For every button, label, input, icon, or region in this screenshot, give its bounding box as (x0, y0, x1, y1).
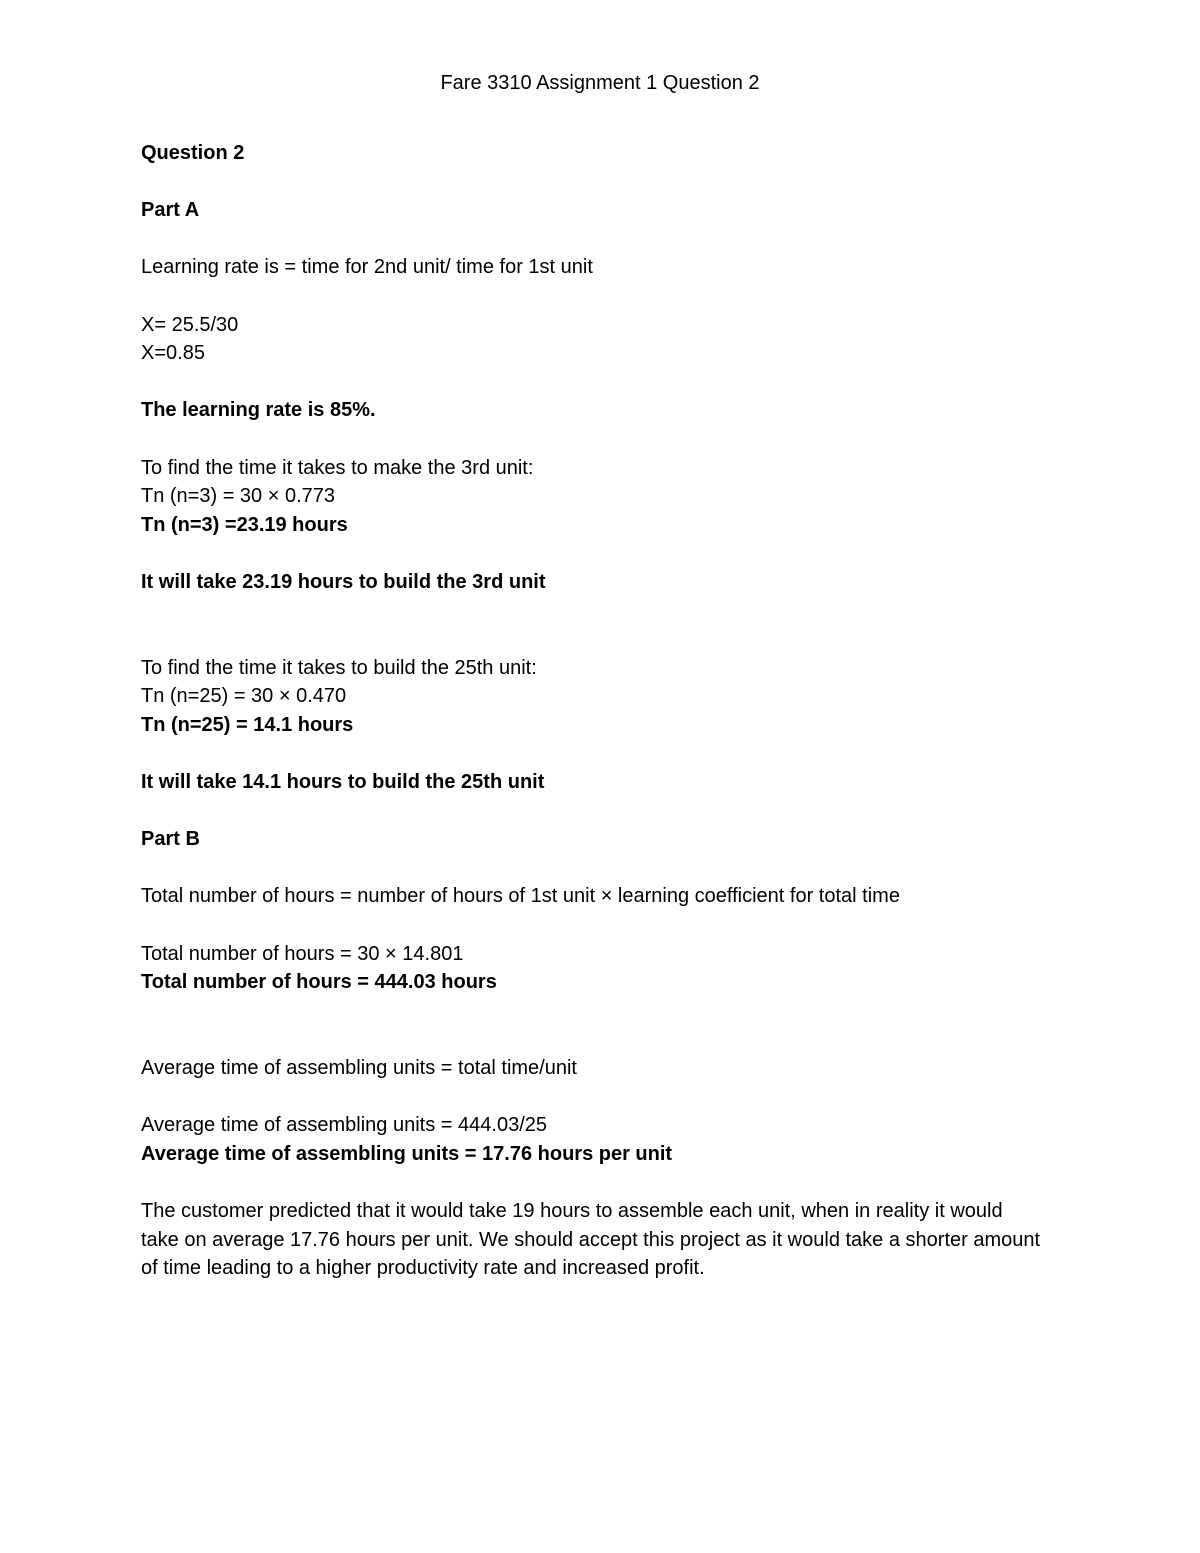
average-time-calculation: Average time of assembling units = 444.03/25 (141, 1114, 547, 1137)
x-calculation: X= 25.5/30 (141, 313, 239, 336)
total-hours-result: Total number of hours = 444.03 hours (141, 971, 497, 994)
unit25-conclusion: It will take 14.1 hours to build the 25th unit (141, 771, 545, 794)
part-a-heading: Part A (141, 199, 200, 222)
learning-rate-definition: Learning rate is = time for 2nd unit/ time for 1st unit (141, 256, 593, 279)
final-paragraph: The customer predicted that it would take 19 hours to assemble each unit, when in reality it would take on average 17.76 hours per unit. We should accept this project as it would take a shorter amount of time leading to a higher productivity rate and increased profit. (141, 1199, 1041, 1280)
x-result: X=0.85 (141, 342, 205, 365)
unit25-result: Tn (n=25) = 14.1 hours (141, 713, 354, 736)
page-header-title: Fare 3310 Assignment 1 Question 2 (440, 72, 760, 94)
unit25-formula: Tn (n=25) = 30 × 0.470 (141, 685, 347, 708)
total-hours-definition: Total number of hours = number of hours of 1st unit × learning coefficient for total time (141, 885, 900, 908)
question-heading: Question 2 (141, 142, 245, 164)
average-time-result: Average time of assembling units = 17.76 hours per unit (141, 1142, 673, 1165)
document-body (141, 139, 1041, 1283)
learning-rate-conclusion: The learning rate is 85%. (141, 399, 376, 422)
unit3-formula: Tn (n=3) = 30 × 0.773 (141, 485, 336, 508)
total-hours-calculation: Total number of hours = 30 × 14.801 (141, 942, 464, 965)
average-time-definition: Average time of assembling units = total time/unit (141, 1057, 577, 1079)
unit3-conclusion: It will take 23.19 hours to build the 3rd unit (141, 570, 546, 593)
unit3-result: Tn (n=3) =23.19 hours (141, 513, 348, 536)
unit25-intro: To find the time it takes to build the 25th unit: (141, 656, 537, 679)
unit3-intro: To find the time it takes to make the 3rd unit: (141, 456, 534, 479)
part-b-heading: Part B (141, 828, 200, 851)
